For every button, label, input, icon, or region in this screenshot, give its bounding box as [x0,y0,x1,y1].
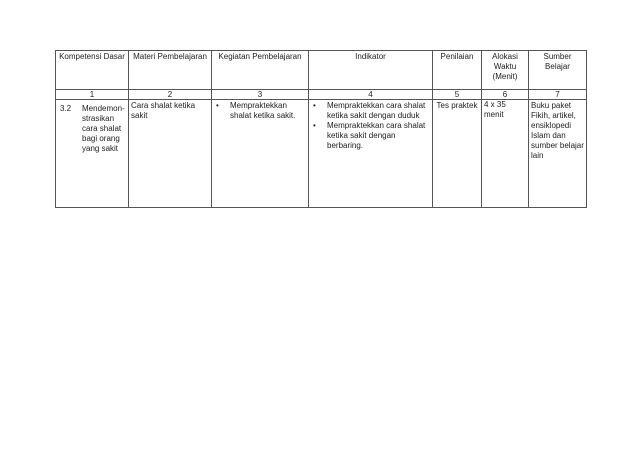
cell-penilaian: Tes praktek [433,100,482,208]
column-number: 3 [212,90,309,100]
header-row [56,51,587,90]
column-number: 1 [56,90,129,100]
column-number: 2 [129,90,212,100]
header-indikator: Indikator [309,51,433,90]
header-kompetensi-dasar: Kompetensi Dasar [56,51,129,90]
cell-alokasi-waktu: 4 x 35 menit [482,100,529,208]
column-number: 7 [529,90,587,100]
cell-indikator [309,100,433,208]
header-materi: Materi Pembelajaran [129,51,212,90]
column-number-row [56,90,587,100]
header-alokasi-waktu: Alokasi Waktu (Menit) [482,51,529,90]
column-number: 4 [309,90,433,100]
silabus-table [55,50,587,208]
cell-materi: Cara shalat ketika sakit [129,100,212,208]
kd-text: Mendemon-strasikan cara shalat bagi orang yang sakit [82,104,125,153]
cell-sumber-belajar: Buku paket Fikih, artikel, ensiklopedi Islam dan sumber belajar lain [529,100,587,208]
indikator-item: • Mempraktekkan cara shalat ketika sakit dengan duduk [311,101,430,121]
column-number: 6 [482,90,529,100]
cell-kompetensi-dasar [56,100,129,208]
table-row [56,100,587,208]
header-sumber-belajar: Sumber Belajar [529,51,587,90]
kegiatan-item: • Mempraktekkan shalat ketika sakit. [214,101,306,121]
cell-kegiatan [212,100,309,208]
kd-number: 3.2 [60,104,72,113]
header-penilaian: Penilaian [433,51,482,90]
indikator-item: • Mempraktekkan cara shalat ketika sakit dengan berbaring. [311,121,430,151]
column-number: 5 [433,90,482,100]
header-kegiatan: Kegiatan Pembelajaran [212,51,309,90]
